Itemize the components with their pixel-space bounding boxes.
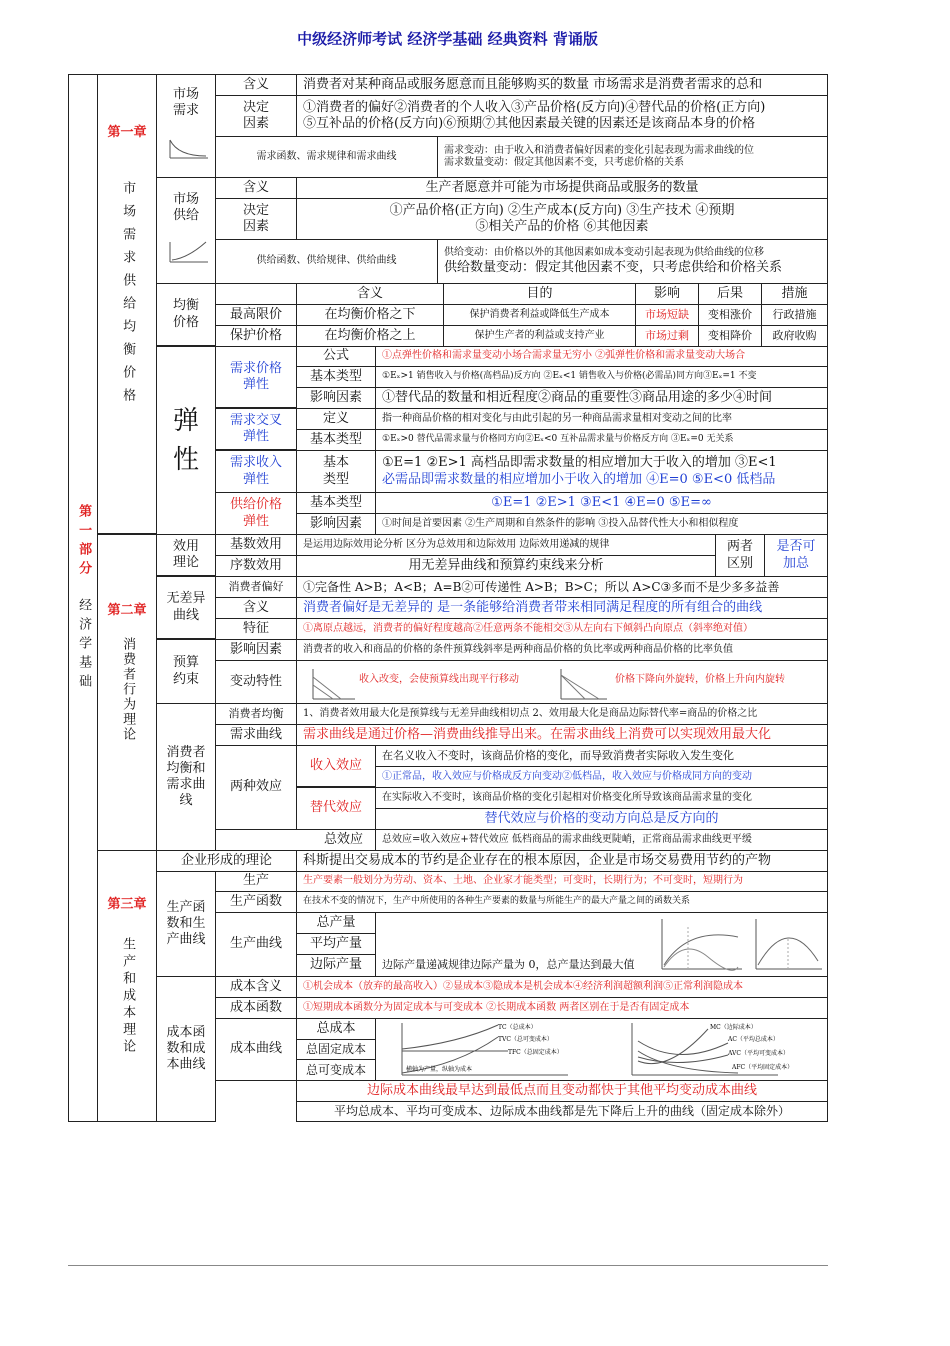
demand-factor-value: ①消费者的偏好②消费者的个人收入③产品价格(反方向)④替代品的价格(正方向) ⑤互补品的价格(反方向)⑥预期⑦其他因素最关键的因素还是该商品本身的价格 xyxy=(296,95,828,137)
tc-label: TC（总成本） xyxy=(498,1024,537,1031)
ch1-label: 第一章 xyxy=(107,125,147,140)
income-type-value: ①E=1 ②E>1 高档品即需求数量的相应增加大于收入的增加 ③E<1 必需品即需求数量的相应增加小于收入的增加 ④E=0 ⑤E<0 低档品 xyxy=(375,450,828,493)
eq-row1-name: 最高限价 xyxy=(215,304,297,326)
demand-curve-value: 需求曲线是通过价格—消费曲线推导出来。在需求曲线上消费可以实现效用最大化 xyxy=(296,724,828,746)
price-type-value: ①Eₓ>1 销售收入与价格(高档品)反方向 ②Eₓ<1 销售收入与价格(必需品)同方向③Eₓ=1 不变 xyxy=(375,366,828,388)
eq-row2-meaning: 在均衡价格之上 xyxy=(296,325,444,347)
budget-rotate-graph xyxy=(559,667,609,701)
sub-effect-v1: 在实际收入不变时，该商品价格的变化引起相对价格变化所导致该商品需求量的变化 xyxy=(375,787,828,809)
mp-note: 边际产量递减规律边际产量为 0，总产量达到最大值 xyxy=(382,958,635,972)
supply-factor-value2: ①时间是首要因素 ②生产周期和自然条件的影响 ③投入品替代性大小和相似程度 xyxy=(375,513,828,535)
supply-factor-key2: 影响因素 xyxy=(296,513,376,535)
two-effects-key: 两种效应 xyxy=(215,745,297,830)
income-type-key: 基本类型 xyxy=(296,450,376,493)
eq-row2-measure: 政府收购 xyxy=(761,325,828,347)
indiff-title: 无差异曲线 xyxy=(156,576,216,639)
axis-note: 横轴为产量，纵轴为成本 xyxy=(406,1066,473,1073)
ch2-name: 消费者行为理论 xyxy=(120,637,136,743)
cons-equil-value: 1、消费者效用最大化是预算线与无差异曲线相切点 2、效用最大化是商品边际替代率=商品的价格之比 xyxy=(296,703,828,725)
supply-law: 供给函数、供给规律、供给曲线 xyxy=(215,239,438,284)
formula-key: 公式 xyxy=(296,346,376,367)
price-type-key: 基本类型 xyxy=(296,366,376,388)
total-effect-value: 总效应=收入效应+替代效应 低档商品的需求曲线更陡峭，正常商品需求曲线更平缓 xyxy=(375,829,828,851)
avc-label: AVC（平均可变成本） xyxy=(728,1050,789,1057)
ch1-column xyxy=(97,74,157,534)
demand-factor-key: 决定因素 xyxy=(215,95,297,137)
production-key: 生产 xyxy=(215,871,297,892)
total-product: 总产量 xyxy=(296,912,376,934)
ac-label: AC（平均总成本） xyxy=(728,1036,779,1043)
feature-value: ①离原点越远，消费者的偏好程度越高②任意两条不能相交③从左向右下倾斜凸向原点（斜率绝对值） xyxy=(296,618,828,640)
total-variable-cost: 总可变成本 xyxy=(296,1059,376,1081)
income-effect-v1: 在名义收入不变时，该商品价格的变化，而导致消费者实际收入发生变化 xyxy=(375,745,828,767)
elasticity-title: 弹性 xyxy=(156,346,216,535)
preference-value: ①完备性 A>B；A<B；A=B②可传递性 A>B；B>C；所以 A>C③多而不是少多多益善 xyxy=(296,576,828,598)
cost-note-2: 平均总成本、平均可变成本、边际成本曲线都是先下降后上升的曲线（固定成本除外） xyxy=(296,1101,828,1122)
demand-curve-key: 需求曲线 xyxy=(215,724,297,746)
eq-header-result: 后果 xyxy=(698,283,762,305)
sub-effect-v2: 替代效应与价格的变动方向总是反方向的 xyxy=(375,808,828,830)
budget-factor-key: 影响因素 xyxy=(215,639,297,661)
supply-curve-icon xyxy=(168,240,210,264)
supply-def-value: 生产者愿意并可能为市场提供商品或服务的数量 xyxy=(296,177,828,199)
budget-change-value: 收入改变，会使预算线出现平行移动 价格下降向外旋转，价格上升向内旋转 xyxy=(296,660,828,704)
supply-def-key: 含义 xyxy=(215,177,297,199)
cost-curve-panel xyxy=(375,1018,828,1081)
cross-def-key: 定义 xyxy=(296,408,376,430)
total-cost-graph xyxy=(398,1021,578,1079)
average-cost-graph xyxy=(628,1021,823,1079)
cross-def-value: 指一种商品价格的相对变化与由此引起的另一种商品需求量相对变动之间的比率 xyxy=(375,408,828,430)
sub-effect-key: 替代效应 xyxy=(296,787,376,830)
part-name: 经济学基础 xyxy=(76,597,92,693)
cost-func-value: ①短期成本函数分为固定成本与可变成本 ②长期成本函数 两者区别在于是否有固定成本 xyxy=(296,997,828,1019)
income-elasticity-name: 需求收入弹性 xyxy=(215,450,297,493)
ordinal-key: 序数效用 xyxy=(215,555,297,577)
supply-change: 供给变动：由价格以外的其他因素如成本变动引起表现为供给曲线的位移 供给数量变动：假定其他因素不变，只考虑供给和价格关系 xyxy=(437,239,828,284)
ch2-column xyxy=(97,534,157,851)
consumer-equil-title: 消费者均衡和需求曲线 xyxy=(156,703,216,851)
average-product: 平均产量 xyxy=(296,933,376,955)
part-column xyxy=(68,74,98,1122)
cost-title: 成本函数和成本曲线 xyxy=(156,976,216,1122)
eq-row2-result: 变相降价 xyxy=(698,325,762,347)
production-title: 生产函数和生产曲线 xyxy=(156,871,216,977)
cost-meaning-key: 成本含义 xyxy=(215,976,297,998)
utility-title: 效用理论 xyxy=(156,534,216,576)
income-effect-v2: ①正常品，收入效应与价格成反方向变动②低档品，收入效应与价格成同方向的变动 xyxy=(375,766,828,788)
prod-func-value: 在技术不变的情况下，生产中所使用的各种生产要素的数量与所能生产的最大产量之间的函数关系 xyxy=(296,891,828,913)
ch3-name: 生产和成本理论 xyxy=(120,937,136,1057)
ch3-label: 第三章 xyxy=(107,897,147,912)
eq-row1-purpose: 保护消费者利益或降低生产成本 xyxy=(443,304,636,326)
budget-change-key: 变动特性 xyxy=(215,660,297,704)
eq-header-measure: 措施 xyxy=(761,283,828,305)
page-header: 中级经济师考试 经济学基础 经典资料 背诵版 xyxy=(297,30,598,48)
preference-key: 消费者偏好 xyxy=(215,576,297,598)
prod-func-key: 生产函数 xyxy=(215,891,297,913)
cost-meaning-value: ①机会成本（放弃的最高收入）②显成本③隐成本是机会成本④经济利润超额利润⑤正常利润隐成本 xyxy=(296,976,828,998)
cross-type-key: 基本类型 xyxy=(296,429,376,451)
cost-curve-key: 成本曲线 xyxy=(215,1018,297,1081)
indiff-def-value: 消费者偏好是无差异的 是一条能够给消费者带来相同满足程度的所有组合的曲线 xyxy=(296,597,828,619)
marginal-product: 边际产量 xyxy=(296,954,376,977)
tfc-label: TFC（总固定成本） xyxy=(508,1049,563,1056)
prod-curve-key: 生产曲线 xyxy=(215,912,297,977)
demand-curve-icon xyxy=(168,138,210,160)
demand-def-value: 消费者对某种商品或服务愿意而且能够购买的数量 市场需求是消费者需求的总和 xyxy=(296,74,828,96)
eq-row1-measure: 行政措施 xyxy=(761,304,828,326)
eq-header-meaning: 含义 xyxy=(296,283,444,305)
formula-value: ①点弹性价格和需求量变动小场合需求量无穷小 ②弧弹性价格和需求量变动大场合 xyxy=(375,346,828,367)
cardinal-key: 基数效用 xyxy=(215,534,297,556)
firm-theory-key: 企业形成的理论 xyxy=(156,850,297,872)
demand-title: 市场需求 xyxy=(156,74,216,178)
firm-theory-value: 科斯提出交易成本的节约是企业存在的根本原因，企业是市场交易费用节约的产物 xyxy=(296,850,828,872)
supply-title: 市场供给 xyxy=(156,177,216,284)
eq-row1-impact: 市场短缺 xyxy=(635,304,699,326)
price-elasticity-name: 需求价格弹性 xyxy=(215,346,297,408)
total-fixed-cost: 总固定成本 xyxy=(296,1039,376,1060)
ch1-name: 市场需求供给均衡价格 xyxy=(120,181,136,412)
cardinal-value: 是运用边际效用论分析 区分为总效用和边际效用 边际效用递减的规律 xyxy=(296,534,716,556)
tvc-label: TVC（总可变成本） xyxy=(498,1036,553,1043)
budget-shift-graph xyxy=(311,667,357,701)
ch3-column xyxy=(97,850,157,1122)
ch2-label: 第二章 xyxy=(107,603,147,618)
eq-header-impact: 影响 xyxy=(635,283,699,305)
production-curve-graph-2 xyxy=(752,917,824,973)
equilibrium-blank xyxy=(215,283,297,305)
production-value: 生产要素一般划分为劳动、资本、土地、企业家才能类型；可变时，长期行为；不可变时，短期行为 xyxy=(296,871,828,892)
cons-equil-key: 消费者均衡 xyxy=(215,703,297,725)
income-effect-key: 收入效应 xyxy=(296,745,376,787)
demand-law: 需求函数、需求规律和需求曲线 xyxy=(215,136,438,178)
budget-title: 预算约束 xyxy=(156,639,216,704)
prod-curve-panel xyxy=(375,912,828,977)
eq-row1-meaning: 在均衡价格之下 xyxy=(296,304,444,326)
total-effect-key: 总效应 xyxy=(215,829,376,851)
supply-factor-key: 决定因素 xyxy=(215,198,297,240)
budget-factor-value: 消费者的收入和商品的价格的条件预算线斜率是两种商品价格的负比率或两种商品价格的比率负值 xyxy=(296,639,828,661)
demand-change: 需求变动：由于收入和消费者偏好因素的变化引起表现为需求曲线的位 需求数量变动：假定其他因素不变，只考虑价格的关系 xyxy=(437,136,828,178)
difference-value: 是否可加总 xyxy=(764,534,828,577)
eq-row2-impact: 市场过剩 xyxy=(635,325,699,347)
demand-def-key: 含义 xyxy=(215,74,297,96)
difference-key: 两者区别 xyxy=(715,534,765,577)
price-factor-value: ①替代品的数量和相近程度②商品的重要性③商品用途的多少④时间 xyxy=(375,387,828,409)
total-cost: 总成本 xyxy=(296,1018,376,1040)
eq-row1-result: 变相涨价 xyxy=(698,304,762,326)
supply-elasticity-name: 供给价格弹性 xyxy=(215,492,297,535)
mc-label: MC（边际成本） xyxy=(710,1024,757,1031)
feature-key: 特征 xyxy=(215,618,297,640)
eq-row2-name: 保护价格 xyxy=(215,325,297,347)
footer-line xyxy=(68,1265,828,1266)
supply-type-key: 基本类型 xyxy=(296,492,376,514)
equilibrium-title: 均衡价格 xyxy=(156,283,216,346)
supply-type-value: ①E=1 ②E>1 ③E<1 ④E=0 ⑤E=∞ xyxy=(375,492,828,514)
afc-label: AFC（平均固定成本） xyxy=(732,1064,794,1071)
part-label: 第一部分 xyxy=(76,503,92,580)
supply-factor-value: ①产品价格(正方向) ②生产成本(反方向) ③生产技术 ④预期 ⑤相关产品的价格 ⑥其他因素 xyxy=(296,198,828,240)
cross-type-value: ①Eₓ>0 替代品需求量与价格同方向②Eₓ<0 互补品需求量与价格反方向 ③Eₓ=0 无关系 xyxy=(375,429,828,451)
indiff-def-key: 含义 xyxy=(215,597,297,619)
cross-elasticity-name: 需求交叉弹性 xyxy=(215,408,297,450)
ordinal-value: 用无差异曲线和预算约束线来分析 xyxy=(296,555,716,577)
price-factor-key: 影响因素 xyxy=(296,387,376,409)
cost-note-1: 边际成本曲线最早达到最低点而且变动都快于其他平均变动成本曲线 xyxy=(296,1080,828,1102)
eq-header-purpose: 目的 xyxy=(443,283,636,305)
cost-func-key: 成本函数 xyxy=(215,997,297,1019)
production-curve-graph-1 xyxy=(658,917,744,973)
eq-row2-purpose: 保护生产者的利益或支持产业 xyxy=(443,325,636,347)
